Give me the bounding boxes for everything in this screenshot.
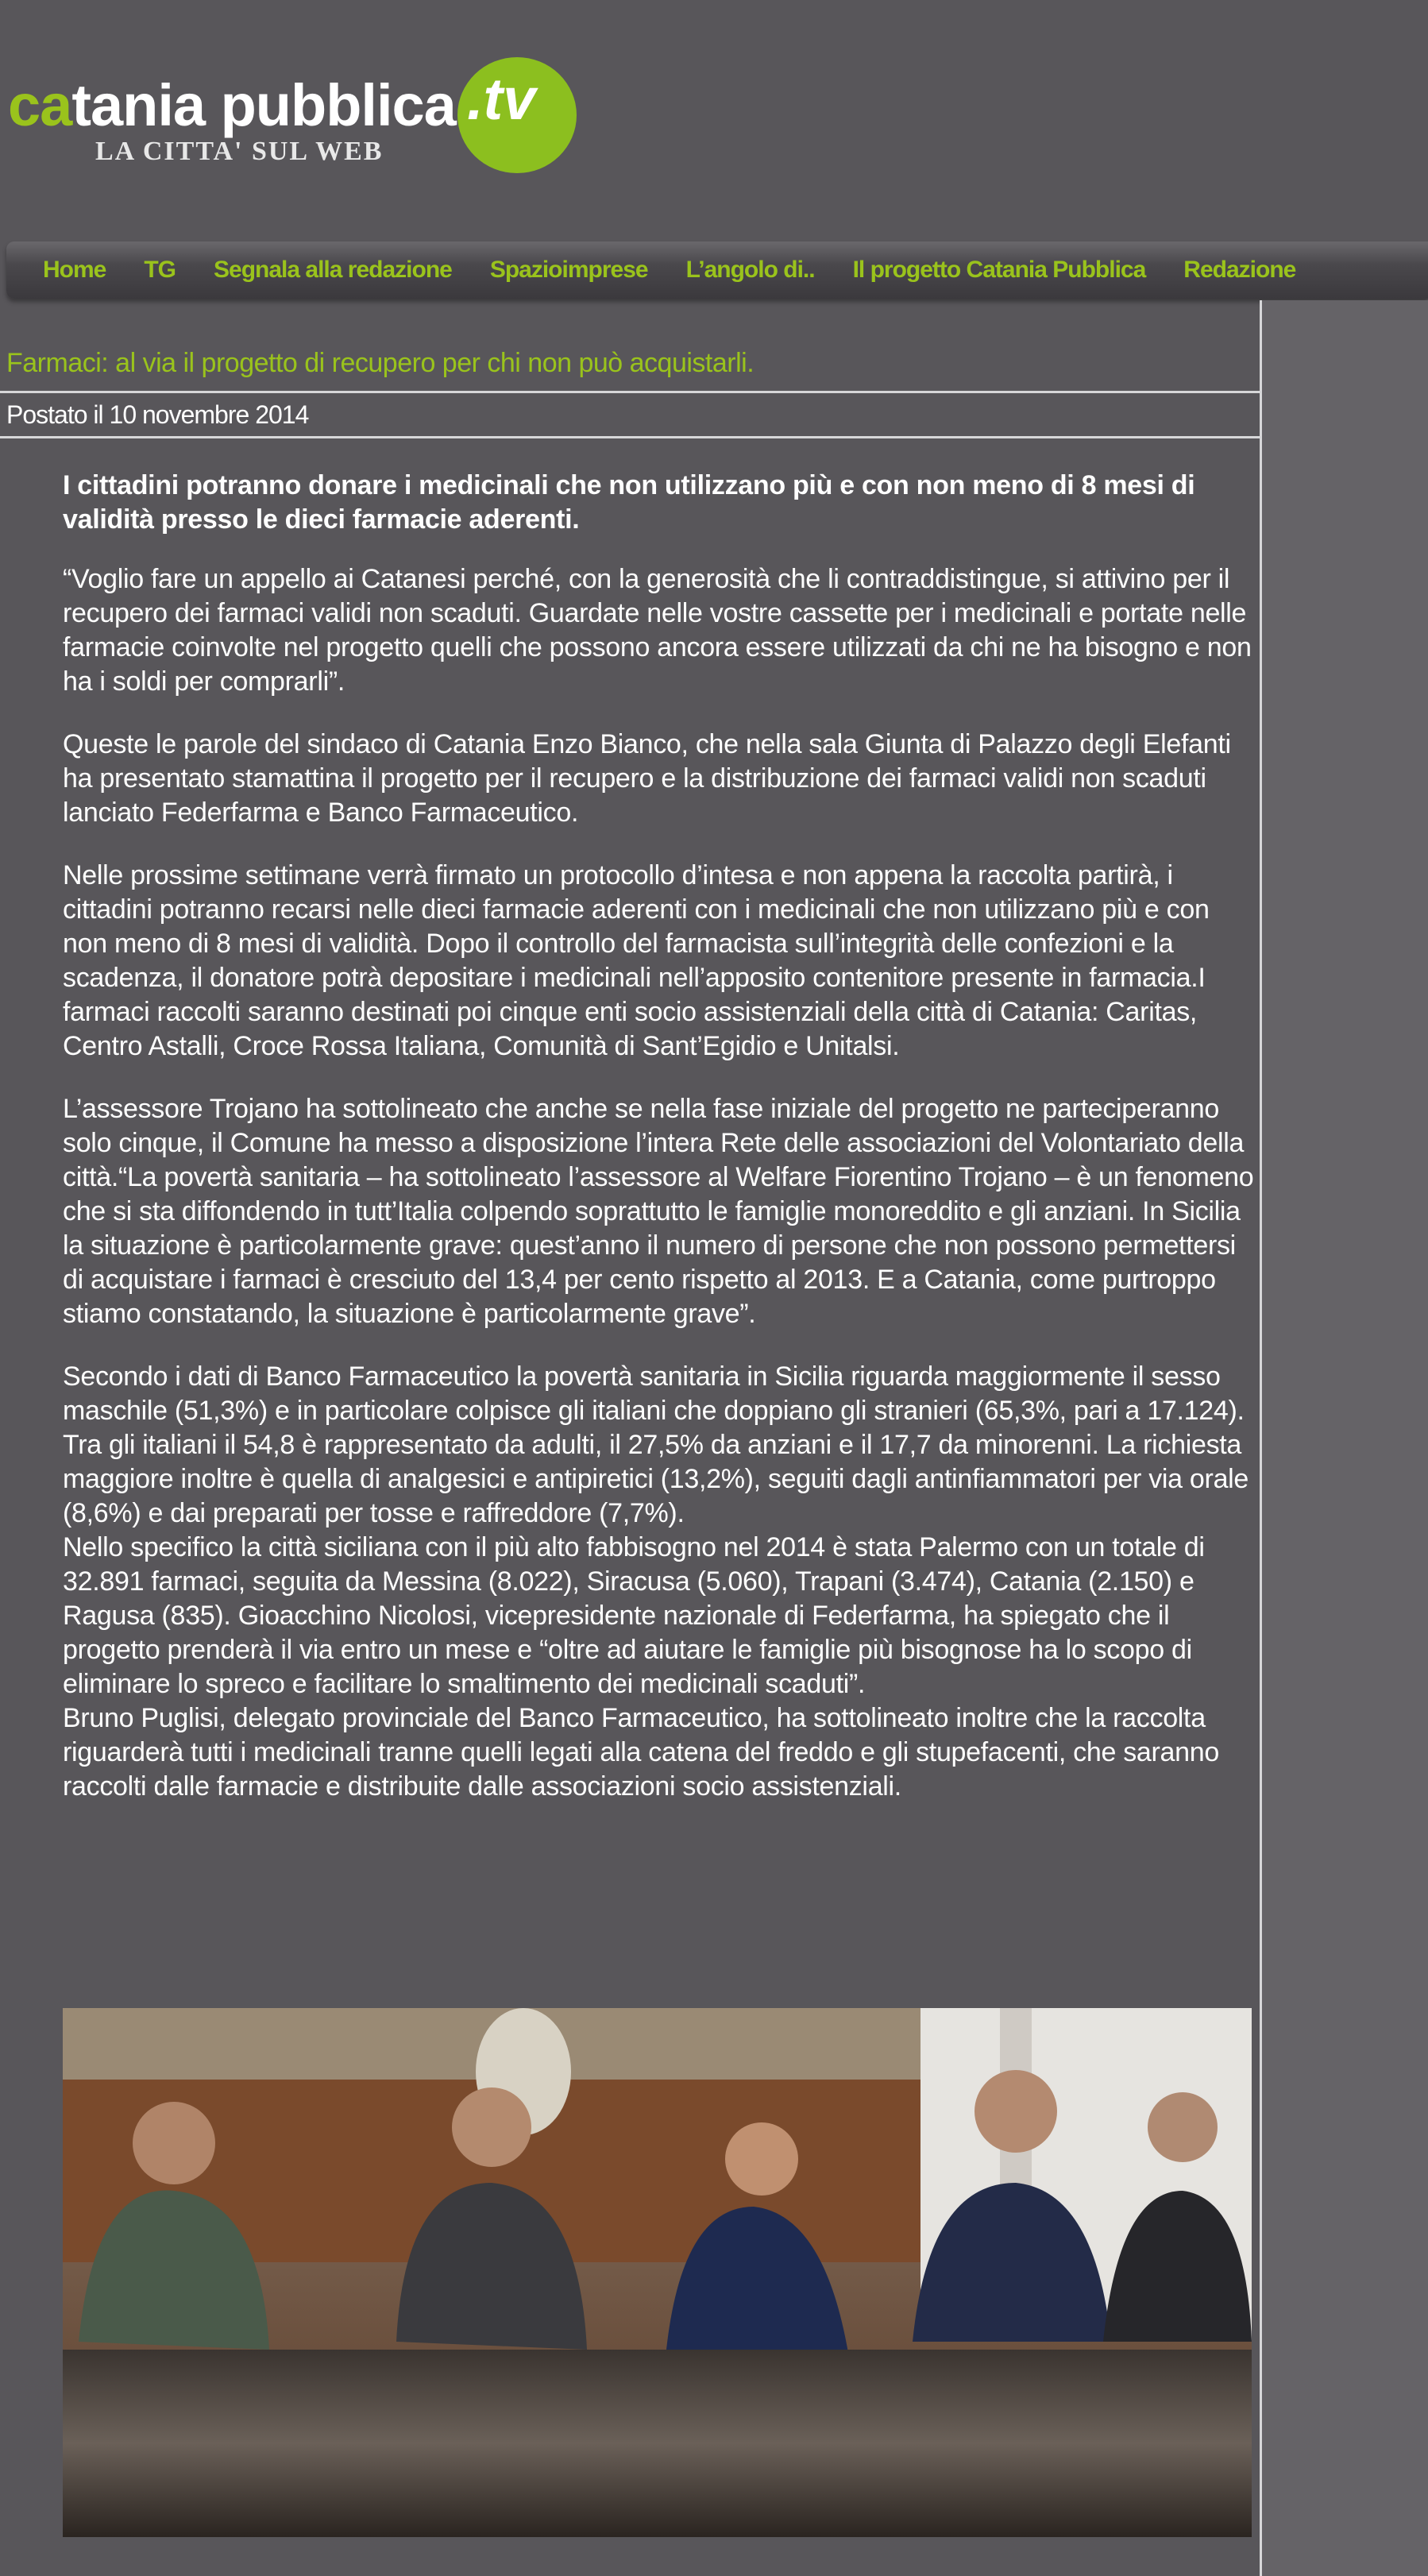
article-photo[interactable] <box>63 2008 1252 2537</box>
article-paragraph: L’assessore Trojano ha sottolineato che anche se nella fase iniziale del progetto ne parteciperanno solo cinque, il Comune ha messo a disposizione l’intera Rete delle associazioni del Volontariato della città.“La povertà sanitaria – ha sottolineato l’assessore al Welfare Fiorentino Trojano – è un fenomeno che si sta diffondendo in tutt’Italia colpendo soprattutto le famiglie monoreddito e gli anziani. In Sicilia la situazione è particolarmente grave: quest’anno il numero di persone che non possono permettersi di acquistare i farmaci è cresciuto del 13,4 per cento rispetto al 2013. E a Catania, come purtroppo stiamo constatando, la situazione è particolarmente grave”. <box>63 1094 1254 1329</box>
title-divider <box>0 391 1261 393</box>
nav-item-redazione[interactable]: Redazione <box>1183 257 1296 283</box>
column-divider <box>1260 300 1262 2576</box>
main-nav <box>6 241 1428 299</box>
article-paragraph: Secondo i dati di Banco Farmaceutico la povertà sanitaria in Sicilia riguarda maggiormente il sesso maschile (51,3%) e in particolare colpisce gli italiani che doppiano gli stranieri (65,3%, pari a 17.124). <box>63 1361 1245 1426</box>
nav-item-tg[interactable]: TG <box>144 257 176 283</box>
logo-tv: .tv <box>467 66 536 132</box>
press-conference-photo <box>63 2008 1252 2537</box>
article-paragraph: Queste le parole del sindaco di Catania Enzo Bianco, che nella sala Giunta di Palazzo degli Elefanti ha presentato stamattina il progetto per il recupero e la distribuzione dei farmaci validi non scaduti lanciato Federfarma e Banco Farmaceutico. <box>63 729 1231 828</box>
nav-item-angolo[interactable]: L’angolo di.. <box>685 257 815 283</box>
post-date: Postato il 10 novembre 2014 <box>6 400 309 429</box>
article-paragraph: Nelle prossime settimane verrà firmato un protocollo d’intesa e non appena la raccolta partirà, i cittadini potranno recarsi nelle dieci farmacie aderenti con i medicinali che non utilizzano più e con non meno di 8 mesi di validità. Dopo il controllo del farmacista sull’integrità delle confezioni e la scadenza, il donatore potrà depositare i medicinali nell’apposito contenitore presente in farmacia.I farmaci raccolti saranno destinati poi cinque enti socio assistenziali della città di Catania: Caritas, Centro Astalli, Croce Rossa Italiana, Comunità di Sant’Egidio e Unitalsi. <box>63 860 1210 1061</box>
date-divider <box>0 436 1261 438</box>
article-paragraph: Nello specifico la città siciliana con il più alto fabbisogno nel 2014 è stata Palermo con un totale di 32.891 farmaci, seguita da Messina (8.022), Siracusa (5.060), Trapani (3.474), Catania (2.150) e Ragusa (835). Gioacchino Nicolosi, vicepresidente nazionale di Federfarma, ha spiegato che il progetto prenderà il via entro un mese e “oltre ad aiutare le famiglie più bisognose ha lo scopo di eliminare lo spreco e facilitare lo smaltimento dei medicinali scaduti”. <box>63 1532 1205 1699</box>
nav-item-home[interactable]: Home <box>43 257 106 283</box>
article-paragraph: “Voglio fare un appello ai Catanesi perché, con la generosità che li contraddistingue, si attivino per il recupero dei farmaci validi non scaduti. Guardate nelle vostre cassette per i medicinali e portate nelle farmacie coinvolte nel progetto quelli che possono ancora essere utilizzati da chi ne ha bisogno e non ha i soldi per comprarli”. <box>63 564 1252 697</box>
logo-text-accent: ca <box>8 72 72 138</box>
site-logo[interactable] <box>6 51 586 178</box>
post-title[interactable]: Farmaci: al via il progetto di recupero per chi non può acquistarli. <box>6 348 755 378</box>
nav-item-progetto[interactable]: Il progetto Catania Pubblica <box>852 257 1146 283</box>
logo-tagline: LA CITTA' SUL WEB <box>95 137 384 166</box>
article-paragraph: Tra gli italiani il 54,8 è rappresentato da adulti, il 27,5% da anziani e il 17,7 da minorenni. La richiesta maggiore inoltre è quella di analgesici e antipiretici (13,2%), seguiti dagli antinfiammatori per via orale (8,6%) e dai preparati per tosse e raffreddore (7,7%). <box>63 1430 1249 1528</box>
nav-item-spazioimprese[interactable]: Spazioimprese <box>489 257 648 283</box>
sidebar-panel <box>1262 300 1428 2576</box>
logo-text <box>8 71 456 139</box>
article-body <box>63 469 1254 1804</box>
article-lead: I cittadini potranno donare i medicinali che non utilizzano più e con non meno di 8 mesi di validità presso le dieci farmacie aderenti. <box>63 470 1195 535</box>
nav-item-segnala[interactable]: Segnala alla redazione <box>214 257 452 283</box>
article-paragraph: Bruno Puglisi, delegato provinciale del Banco Farmaceutico, ha sottolineato inoltre che la raccolta riguarderà tutti i medicinali tranne quelli legati alla catena del freddo e gli stupefacenti, che saranno raccolti dalle farmacie e distribuite dalle associazioni socio assistenziali. <box>63 1703 1219 1802</box>
logo-text-main: tania pubblica <box>71 72 456 138</box>
